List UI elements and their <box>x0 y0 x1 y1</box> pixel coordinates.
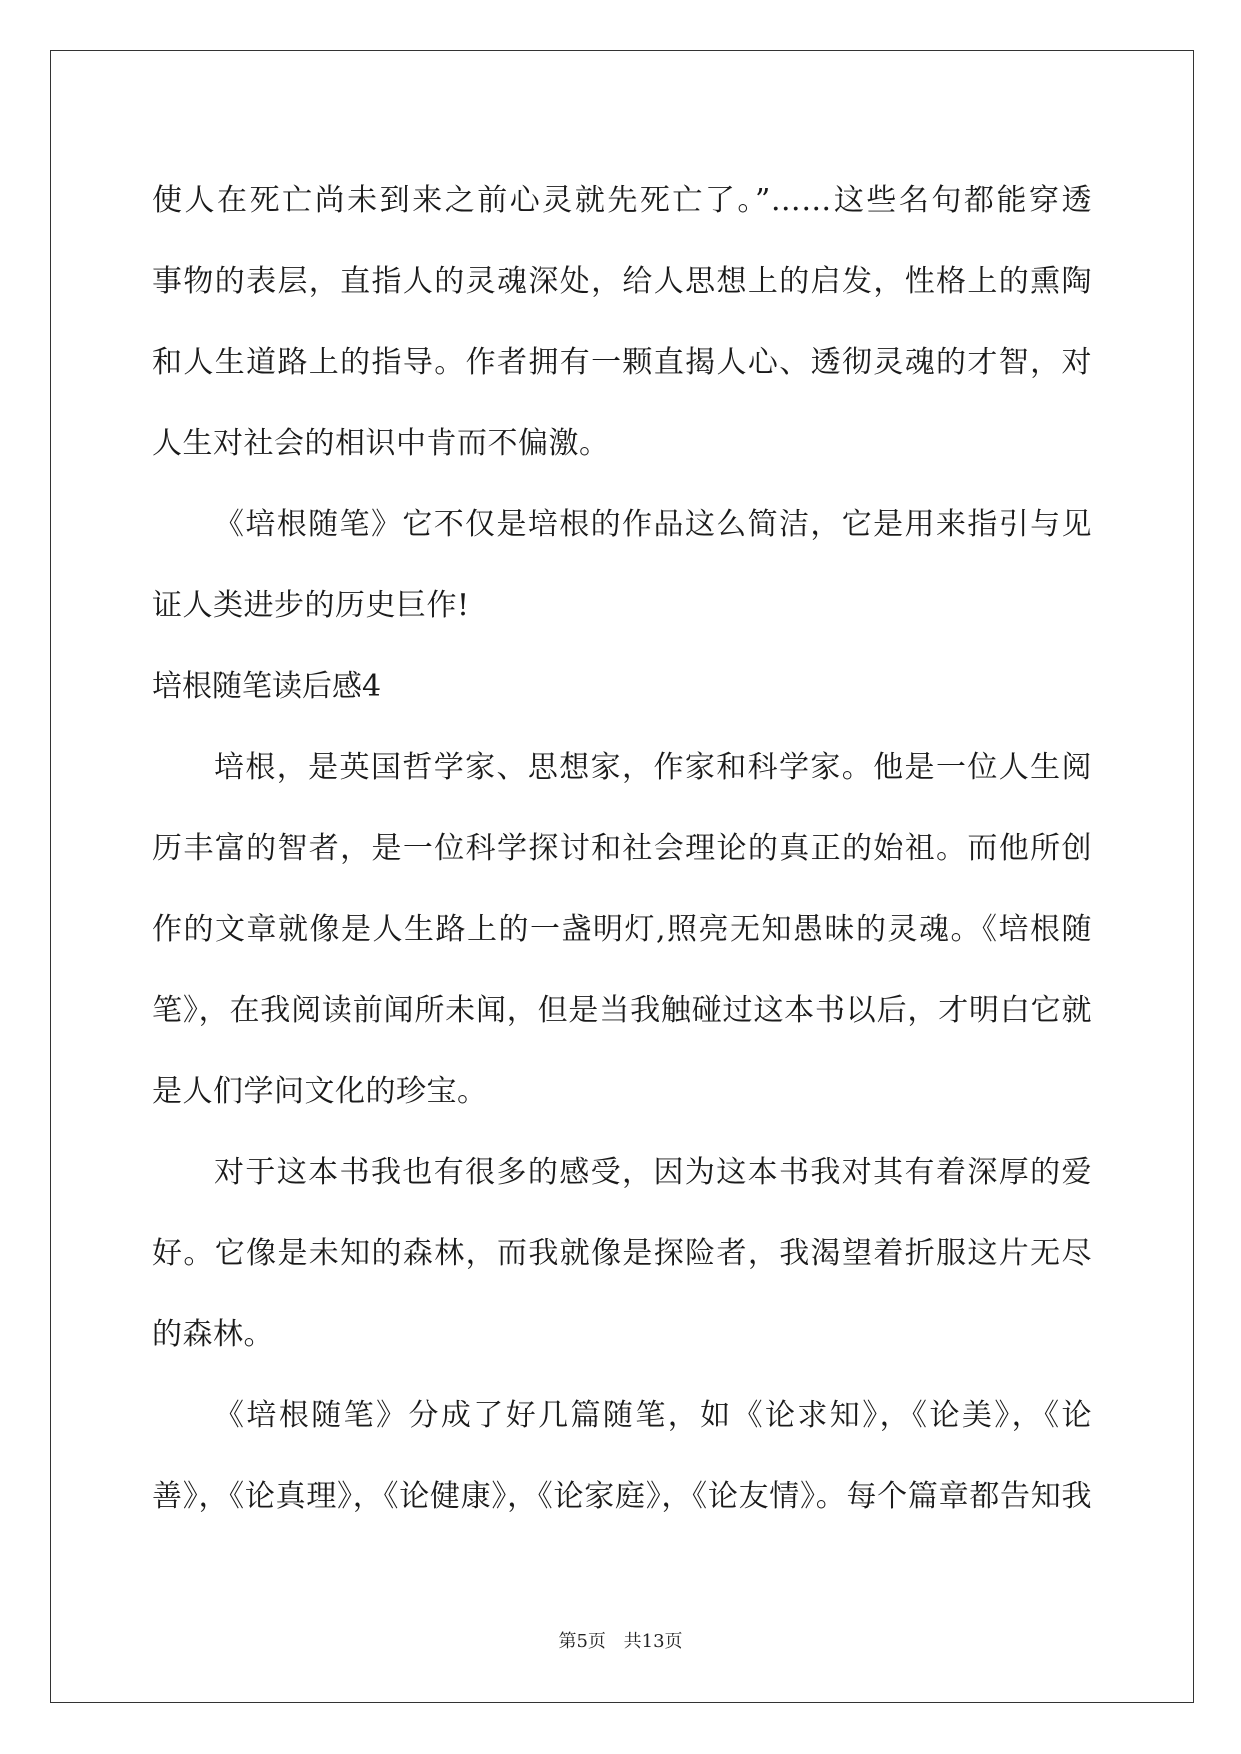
text-line: 和人生道路上的指导。作者拥有一颗直揭人心、透彻灵魂的才智，对 <box>152 345 1092 380</box>
section-heading: 培根随笔读后感4 <box>152 669 382 704</box>
page-footer <box>0 1627 1241 1653</box>
text-line: 是人们学问文化的珍宝。 <box>152 1074 488 1109</box>
text-line: 证人类进步的历史巨作! <box>152 588 470 623</box>
text-line: 培根，是英国哲学家、思想家，作家和科学家。他是一位人生阅 <box>214 750 1092 785</box>
total-pages: 共13页 <box>623 1631 683 1652</box>
text-line: 人生对社会的相识中肯而不偏激。 <box>152 426 610 461</box>
text-line: 作的文章就像是人生路上的一盏明灯,照亮无知愚昧的灵魂。《培根随 <box>152 912 1092 947</box>
text-line: 历丰富的智者，是一位科学探讨和社会理论的真正的始祖。而他所创 <box>152 831 1092 866</box>
text-line: 善》，《论真理》，《论健康》，《论家庭》，《论友情》。每个篇章都告知我 <box>152 1479 1092 1514</box>
text-line: 使人在死亡尚未到来之前心灵就先死亡了。”……这些名句都能穿透 <box>152 183 1092 218</box>
text-line: 笔》，在我阅读前闻所未闻，但是当我触碰过这本书以后，才明白它就 <box>152 993 1092 1028</box>
text-line: 《培根随笔》分成了好几篇随笔，如《论求知》，《论美》，《论 <box>214 1398 1092 1433</box>
text-line: 《培根随笔》它不仅是培根的作品这么简洁，它是用来指引与见 <box>214 507 1092 542</box>
text-line: 对于这本书我也有很多的感受，因为这本书我对其有着深厚的爱 <box>214 1155 1092 1190</box>
document-body <box>152 160 1092 1537</box>
page-number: 第5页 <box>558 1631 606 1652</box>
text-line: 的森林。 <box>152 1317 274 1352</box>
text-line: 好。它像是未知的森林，而我就像是探险者，我渴望着折服这片无尽 <box>152 1236 1092 1271</box>
text-line: 事物的表层，直指人的灵魂深处，给人思想上的启发，性格上的熏陶 <box>152 264 1092 299</box>
